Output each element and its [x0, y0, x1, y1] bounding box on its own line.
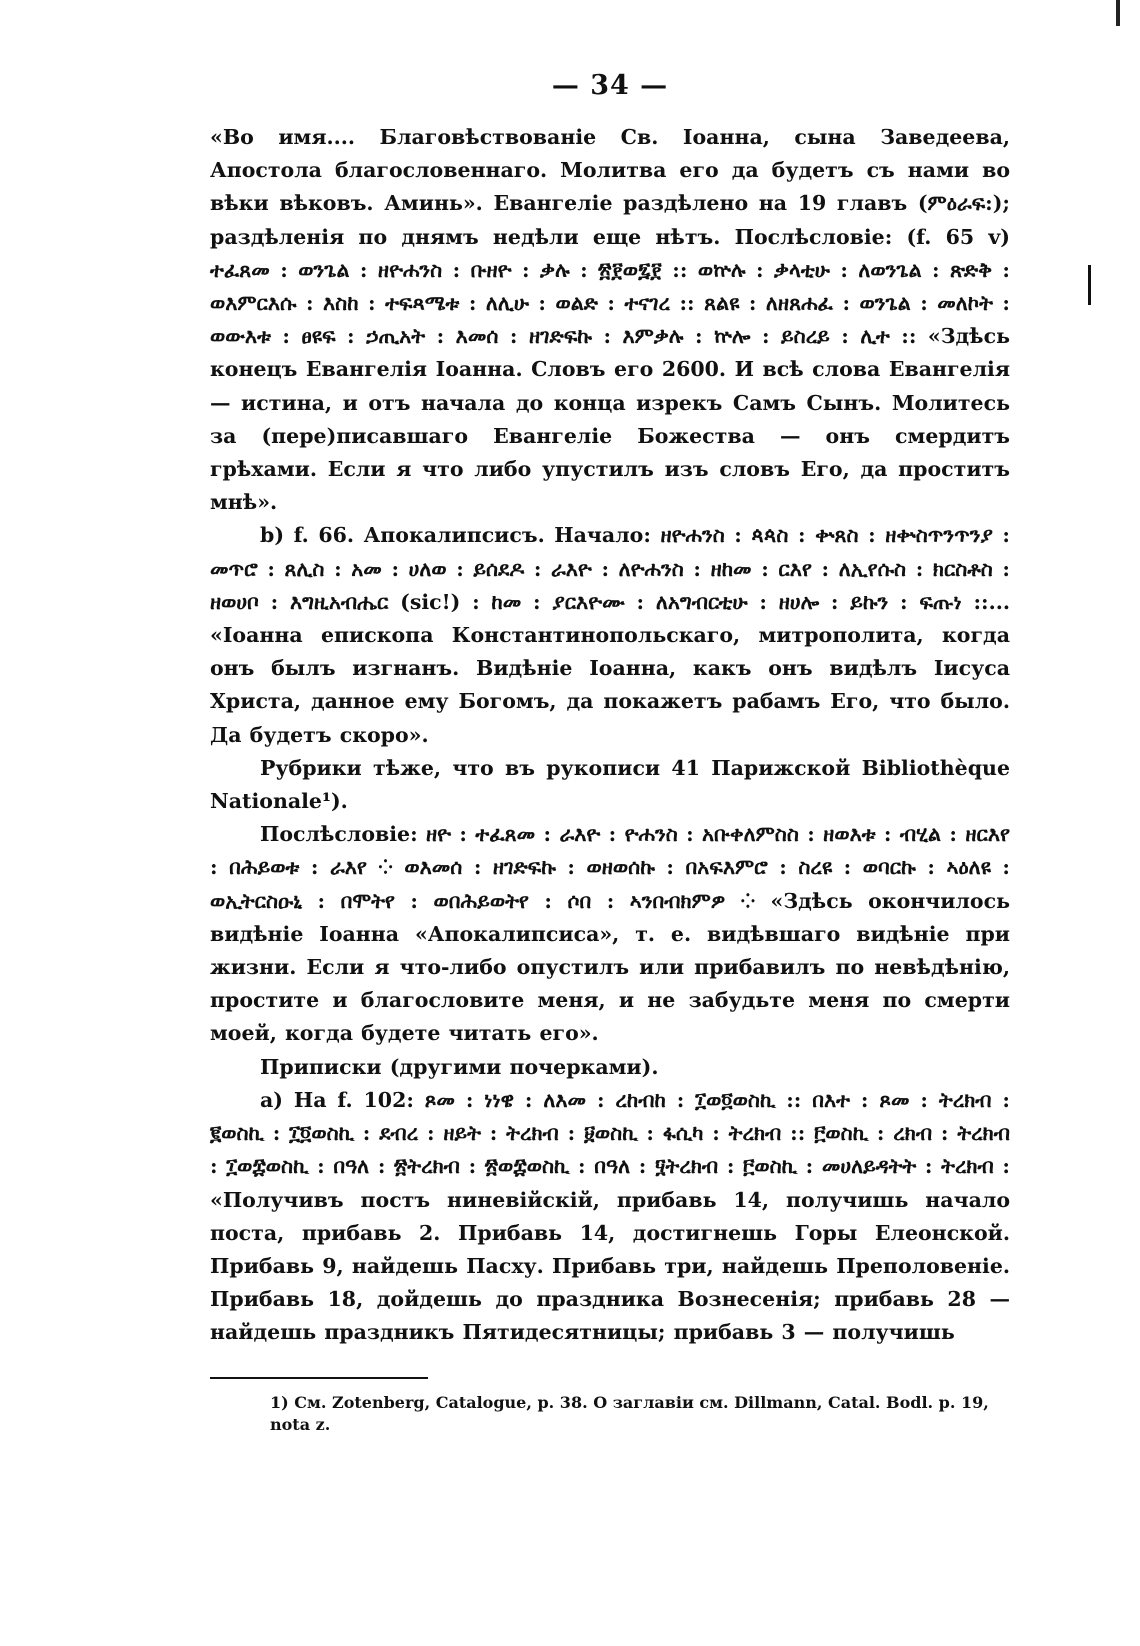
paragraph-gospel-john-colophon: «Во имя.... Благовѣствованіе Св. Іоанна, сына Заведеева, Апостола благословеннаго. Молитва его да будетъ съ нами во вѣки вѣковъ. Аминь». Евангеліе раздѣлено на 19 главъ (ምዕራፍ:); раздѣленія по днямъ недѣли еще нѣтъ. Послѣсловіе: (f. 65 v) ተፈጸመ : ወንጌል : ዘዮሐንስ : ቡዘዮ : ቃሉ : ፳፻ወ፯፻ :: ወኵሉ : ቃላቲሁ : ለወንጌል : ጽድቅ : ወእምርእሱ : እስከ : ተፍጻሜቱ : ለሊሁ : ወልድ : ተናገረ :: ጸልዩ : ለዘጸሐፈ : ወንጌል : መለኮት : ወውእቱ : ፀዩፍ : ኃጢአት : እመሰ : ዘገድፍኩ : እምቃሉ : ኵሎ : ይስረይ : ሊተ :: «Здѣсь конецъ Евангелія Іоанна. Словъ его 2600. И всѣ слова Евангелія — истина, и отъ начала до конца изрекъ Самъ Сынъ. Молитесь за (пере)писавшаго Евангеліе Божества — онъ смердитъ грѣхами. Если я что либо упустилъ изъ словъ Его, да проститъ мнѣ».: [210, 125, 1010, 515]
paragraph-rubrics: Рубрики тѣже, что въ рукописи 41 Парижской Bibliothèque Nationale¹).: [210, 755, 1010, 814]
paragraph-apocalypse-incipit: b) f. 66. Апокалипсисъ. Начало: ዘዮሐንስ : ጳጳስ : ቍጸስ : ዘቍስጥንጥንያ : መጥሮ : ጸሊስ : አመ : ሀለወ : ይሰደዶ : ራእዮ : ለዮሐንስ : ዘከመ : ርእየ : ለኢየሱስ : ክርስቶስ : ዘወሀቦ : እግዚአብሔር (sic!) : ከመ : ያርእዮሙ : ለአግብርቲሁ : ዘሀሎ : ይኩን : ፍጡነ ::... «Іоанна епископа Константинопольскаго, митрополита, когда онъ былъ изгнанъ. Видѣніе Іоанна, какъ онъ видѣлъ Іисуса Христа, данное ему Богомъ, да покажетъ рабамъ Его, что было. Да будетъ скоро».: [210, 523, 1010, 747]
margin-mark: [1088, 265, 1091, 305]
page-number: — 34 —: [551, 70, 669, 101]
paragraph-apocalypse-colophon: Послѣсловіе: ዘዮ : ተፈጸመ : ራእዮ : ዮሐንስ : አቡቀለምስስ : ዘወእቱ : ብሂል : ዘርእየ : በሕይወቱ : ራእየ ⁘ ወእመሰ : ዘገድፍኩ : ወዘወሰኩ : በአፍእምሮ : ስረዩ : ወባርኩ : ኣዕለዩ : ወኢትርስዑኒ : በሞትየ : ወበሕይወትየ : ሶበ : ኣንበብክምዎ ⁘ «Здѣсь окончилось видѣніе Іоанна «Апокалипсиса», т. е. видѣвшаго видѣніе при жизни. Если я что-либо опустилъ или прибавилъ по невѣдѣнію, простите и благословите меня, и не забудьте меня по смерти моей, когда будете читать его».: [210, 822, 1010, 1046]
footnote-divider: [210, 1377, 428, 1379]
page-edge-mark: [1116, 0, 1120, 26]
paragraph-additions-a: a) На f. 102: ጾመ : ነነዌ : ለእመ : ረከብከ : ፲ወ፬ወስኪ :: በእተ : ጾመ : ትረክብ : ፪ወስኪ : ፲፬ወስኪ : ደብረ : ዘይት : ትረክብ : ፱ወስኪ : ፋሲካ : ትረክብ :: ፫ወስኪ : ረክብ : ትረክብ : ፲ወ፰ወስኪ : በዓለ : ፳ትረክብ : ፳ወ፰ወስኪ : በዓለ : ፶ትረክብ : ፫ወስኪ : መሀለይዳትት : ትረክብ : «Получивъ постъ ниневійскій, прибавь 14, получишь начало поста, прибавь 2. Прибавь 14, достигнешь Горы Елеонской. Прибавь 9, найдешь Пасху. Прибавь три, найдешь Преполовеніе. Прибавь 18, дойдешь до праздника Вознесенія; прибавь 28 — найдешь праздникъ Пятидесятницы; прибавь 3 — получишь: [210, 1087, 1010, 1345]
footnote: 1) См. Zotenberg, Catalogue, p. 38. О заглавіи см. Dillmann, Catal. Bodl. p. 19, nota z.: [270, 1393, 989, 1434]
page-body: [210, 70, 1010, 1350]
paragraph-additions-heading: Приписки (другими почерками).: [260, 1054, 659, 1079]
